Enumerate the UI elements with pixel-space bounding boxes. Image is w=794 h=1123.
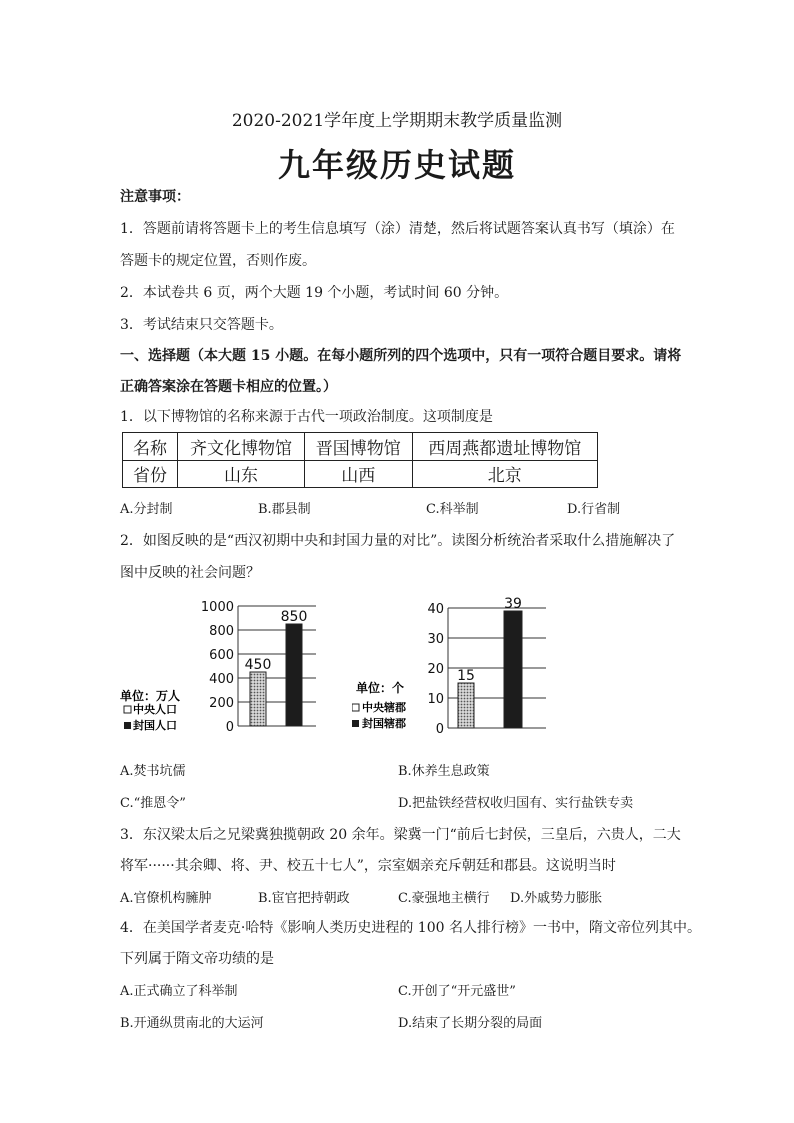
q4-option-a[interactable]: A.正式确立了科举制	[120, 984, 238, 999]
legend-swatch-dark	[352, 720, 359, 727]
legend-label: 中央辖郡	[362, 701, 406, 714]
exam-subtitle: 2020-2021学年度上学期期末教学质量监测	[231, 111, 563, 131]
table-cell: 名称	[123, 433, 178, 461]
legend-swatch-dotted	[352, 704, 359, 711]
table-cell: 省份	[123, 460, 178, 488]
q1-option-a[interactable]: A.分封制	[120, 502, 173, 517]
notice-item-2: 2．本试卷共 6 页，两个大题 19 个小题，考试时间 60 分钟。	[120, 285, 509, 301]
notice-heading: 注意事项：	[120, 189, 190, 205]
q2-stem-line-2: 图中反映的社会问题？	[120, 565, 260, 581]
q3-option-a[interactable]: A.官僚机构臃肿	[120, 891, 212, 906]
q4-option-b[interactable]: B.开通纵贯南北的大运河	[120, 1016, 264, 1031]
museum-table	[122, 432, 598, 488]
legend-label: 封国辖郡	[362, 717, 406, 730]
exam-title: 九年级历史试题	[277, 146, 516, 184]
chart-bars	[457, 596, 522, 728]
y-tick-label: 400	[209, 672, 234, 687]
q2-option-d[interactable]: D.把盐铁经营权收归国有、实行盐铁专卖	[398, 796, 634, 811]
q2-option-b[interactable]: B.休养生息政策	[398, 764, 490, 779]
table-cell: 山东	[178, 460, 305, 488]
bar-data-label: 15	[457, 668, 475, 684]
chart-unit-label: 单位：万人	[120, 689, 181, 703]
bar	[286, 624, 302, 726]
q2-stem-line-1: 2．如图反映的是“西汉初期中央和封国力量的对比”。读图分析统治者采取什么措施解决了	[120, 533, 676, 549]
table-cell: 山西	[305, 460, 413, 488]
y-tick-label: 40	[427, 602, 444, 617]
q1-option-d[interactable]: D.行省制	[567, 502, 621, 517]
q1-stem: 1．以下博物馆的名称来源于古代一项政治制度。这项制度是	[120, 409, 493, 425]
table-cell: 西周燕都遗址博物馆	[412, 433, 597, 461]
notice-item-1-line-2: 答题卡的规定位置，否则作废。	[120, 253, 316, 269]
chart-bars	[245, 609, 308, 726]
notice-item-1-line-1: 1．答题前请将答题卡上的考生信息填写（涂）清楚，然后将试题答案认真书写（填涂）在	[120, 221, 675, 237]
legend-swatch-dotted	[124, 706, 131, 713]
y-tick-label: 0	[435, 722, 444, 737]
y-tick-label: 20	[427, 662, 444, 677]
bar-data-label: 450	[244, 657, 272, 673]
bar	[504, 611, 522, 728]
legend-label: 中央人口	[133, 703, 177, 716]
q4-stem-line-2: 下列属于隋文帝功绩的是	[120, 951, 274, 967]
q4-stem-line-1: 4．在美国学者麦克·哈特《影响人类历史进程的 100 名人排行榜》一书中，隋文帝位列其中。	[120, 920, 701, 936]
legend-label: 封国人口	[133, 719, 177, 732]
table-row	[123, 460, 598, 488]
y-tick-label: 10	[427, 692, 444, 707]
y-tick-label: 1000	[200, 600, 234, 615]
q3-stem-line-2: 将军······其余卿、将、尹、校五十七人”，宗室姻亲充斥朝廷和郡县。这说明当时	[120, 858, 616, 874]
q2-option-a[interactable]: A.焚书坑儒	[120, 764, 186, 779]
prefecture-bar-chart	[352, 592, 552, 748]
y-tick-label: 0	[225, 720, 234, 735]
table-cell: 齐文化博物馆	[178, 433, 305, 461]
bar	[250, 672, 266, 726]
q3-option-c[interactable]: C.豪强地主横行	[398, 891, 490, 906]
table-cell: 北京	[412, 460, 597, 488]
q3-option-b[interactable]: B.宦官把持朝政	[258, 891, 350, 906]
legend-swatch-dark	[124, 722, 131, 729]
chart-y-ticks	[427, 602, 444, 737]
population-bar-chart	[118, 592, 338, 748]
notice-item-3: 3．考试结束只交答题卡。	[120, 317, 283, 333]
chart-unit-label: 单位：个	[356, 681, 405, 695]
q3-stem-line-1: 3．东汉梁太后之兄梁冀独揽朝政 20 余年。梁冀一门“前后七封侯，三皇后，六贵人，二大	[120, 827, 681, 843]
table-row	[123, 433, 598, 461]
q2-option-c[interactable]: C.“推恩令”	[120, 796, 186, 811]
q3-option-d[interactable]: D.外戚势力膨胀	[510, 891, 603, 906]
bar-data-label: 850	[280, 609, 308, 625]
section-1-heading-line-2: 正确答案涂在答题卡相应的位置。）	[120, 379, 337, 395]
y-tick-label: 200	[209, 696, 234, 711]
bar-data-label: 39	[504, 596, 522, 612]
q1-option-b[interactable]: B.郡县制	[258, 502, 311, 517]
y-tick-label: 30	[427, 632, 444, 647]
y-tick-label: 800	[209, 624, 234, 639]
table-cell: 晋国博物馆	[305, 433, 413, 461]
q4-option-c[interactable]: C.开创了“开元盛世”	[398, 984, 516, 999]
y-tick-label: 600	[209, 648, 234, 663]
q1-option-c[interactable]: C.科举制	[426, 502, 479, 517]
chart-y-ticks	[201, 600, 234, 735]
section-1-heading-line-1: 一、选择题（本大题 15 小题。在每小题所列的四个选项中，只有一项符合题目要求。请将	[120, 348, 682, 364]
q4-option-d[interactable]: D.结束了长期分裂的局面	[398, 1016, 543, 1031]
bar	[458, 683, 474, 728]
